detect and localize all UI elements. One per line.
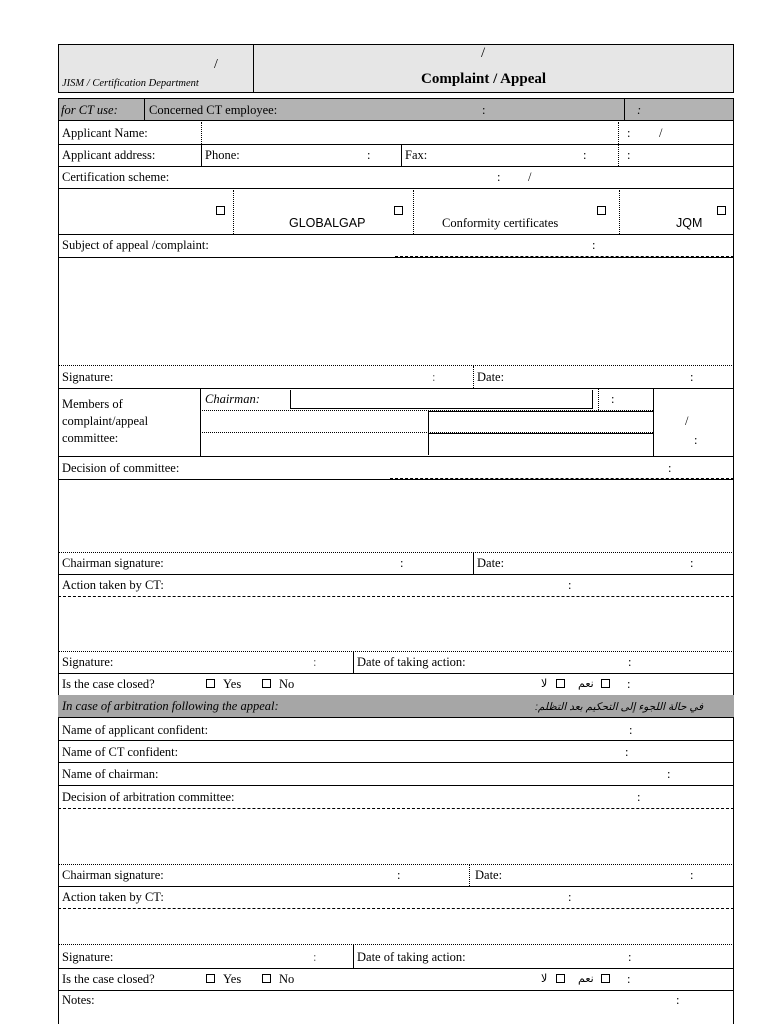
header-slash-left: / [214,57,218,72]
row-line [58,552,734,553]
chairman-name-colon: : [667,767,671,781]
scheme-checkbox-globalgap[interactable] [394,206,403,215]
no-label-2: No [279,972,295,986]
members-slash: / [685,414,689,428]
subject-colon: : [592,238,596,252]
yes-checkbox-1[interactable] [206,679,215,688]
fax-colon: : [583,148,587,162]
arbitration-label-ar: في حالة اللجوء إلى التحكيم بعد التظلم: [535,701,704,713]
scheme-option-globalgap: GLOBALGAP [289,216,366,230]
applicant-name-slash: / [659,126,663,140]
ct-confident-colon: : [625,745,629,759]
fax-label: Fax: [405,148,428,162]
action-taken-label-1: Action taken by CT: [62,578,164,592]
members-label-line1: Members of [62,397,123,411]
row-line [58,673,734,674]
chair-date-divider [473,552,474,574]
chairman-label: Chairman: [205,392,260,406]
sig2-divider [353,651,354,673]
scheme-divider [619,190,620,234]
decision-label: Decision of committee: [62,461,180,475]
scheme-checkbox-jqm[interactable] [717,206,726,215]
ar-no-label-1: لا [541,678,548,690]
no-checkbox-2[interactable] [262,974,271,983]
row-line [58,762,734,763]
date-action-colon-2: : [628,950,632,964]
scheme-divider [413,190,414,234]
case-closed-colon-2: : [627,972,631,986]
address-colon: : [627,148,631,162]
yes-label-2: Yes [223,972,242,986]
applicant-name-divider [618,122,619,144]
arbitration-label: In case of arbitration following the appeal: [62,699,279,713]
arbitration-decision-colon: : [637,790,641,804]
ar-no-checkbox-2[interactable] [556,974,565,983]
members-label-line2: complaint/appeal [62,414,149,428]
no-checkbox-1[interactable] [262,679,271,688]
yes-label-1: Yes [223,677,242,691]
signature-colon-3: : [313,950,317,964]
scheme-slash: / [528,170,532,184]
chairman-divider [598,388,599,410]
date-action-label-1: Date of taking action: [357,655,466,669]
arbitration-decision-text-area[interactable] [60,809,732,864]
action-taken-colon-1: : [568,578,572,592]
ct-employee-colon: : [482,103,486,117]
chairman-date-colon-2: : [690,868,694,882]
department-label: JISM / Certification Department [62,78,199,89]
no-label-1: No [279,677,295,691]
applicant-name-label: Applicant Name: [62,126,148,140]
action-taken-label-2: Action taken by CT: [62,890,164,904]
fax-divider [401,144,402,166]
member-field-2[interactable] [428,411,653,432]
applicant-confident-colon: : [629,723,633,737]
notes-label: Notes: [62,993,95,1007]
chairman-date-colon-1: : [690,556,694,570]
decision-colon: : [668,461,672,475]
ar-yes-label-2: نعم [578,973,594,985]
signature-label-1: Signature: [62,370,114,384]
subject-text-area[interactable] [60,258,732,364]
row-line [58,740,734,741]
row-line [58,717,734,718]
header-divider [253,44,254,93]
scheme-option-conformity: Conformity certificates [442,216,559,230]
row-line [58,456,734,457]
applicant-address-label: Applicant address: [62,148,156,162]
notes-colon: : [676,993,680,1007]
case-closed-label-1: Is the case closed? [62,677,155,691]
row-line [58,651,734,652]
chairman-colon: : [611,392,615,406]
scheme-colon: : [497,170,501,184]
signature-colon-1: : [432,370,436,384]
row-line [58,234,734,235]
phone-colon: : [367,148,371,162]
chairman-field[interactable] [290,390,593,409]
arbitration-decision-label: Decision of arbitration committee: [62,790,235,804]
sig-date-divider [473,366,474,388]
ct-use-divider [144,98,145,121]
ar-no-label-2: لا [541,973,548,985]
chairman-date-label-2: Date: [475,868,503,882]
applicant-name-field[interactable] [201,122,618,144]
case-closed-label-2: Is the case closed? [62,972,155,986]
action-taken-colon-2: : [568,890,572,904]
date-label-1: Date: [477,370,505,384]
row-line [58,365,734,366]
ct-use-divider-right [624,98,625,121]
address-divider-right [618,144,619,166]
scheme-checkbox-blank[interactable] [216,206,225,215]
scheme-option-jqm: JQM [676,216,703,230]
page-title: Complaint / Appeal [421,71,547,87]
row-line [58,188,734,189]
members-colon: : [694,433,698,447]
certification-scheme-label: Certification scheme: [62,170,170,184]
subject-label: Subject of appeal /complaint: [62,238,209,252]
ct-use-label: for CT use: [61,103,118,117]
chairman-name-label: Name of chairman: [62,767,159,781]
fax-field[interactable] [430,146,615,164]
scheme-divider [233,190,234,234]
date-action-label-2: Date of taking action: [357,950,466,964]
date-colon-1: : [690,370,694,384]
chairman-signature-label-2: Chairman signature: [62,868,164,882]
scheme-checkbox-conformity[interactable] [597,206,606,215]
applicant-confident-label: Name of applicant confident: [62,723,209,737]
date-action-colon-1: : [628,655,632,669]
case-closed-colon-1: : [627,677,631,691]
row-line [58,574,734,575]
row-line [58,864,734,865]
signature-colon-2: : [313,655,317,669]
row-line [58,944,734,945]
address-divider [201,144,202,166]
notes-text-area[interactable] [60,1008,732,1024]
action-text-area-2[interactable] [60,909,732,944]
header-slash-right: / [481,45,486,61]
ct-use-colon-right: : [637,103,642,117]
chairman-signature-colon-1: : [400,556,404,570]
signature-label-3: Signature: [62,950,114,964]
ar-yes-label-1: نعم [578,678,594,690]
signature-label-2: Signature: [62,655,114,669]
member-field-4[interactable] [428,433,653,455]
ar-no-checkbox-1[interactable] [556,679,565,688]
member-field-1[interactable] [201,411,427,432]
chairman-date-label-1: Date: [477,556,505,570]
row-line [58,144,734,145]
sig3-divider [353,944,354,968]
row-line [58,886,734,887]
members-label-line3: committee: [62,431,119,445]
action-text-area-1[interactable] [60,597,732,650]
ct-confident-label: Name of CT confident: [62,745,179,759]
row-line [58,990,734,991]
chairman-signature-label-1: Chairman signature: [62,556,164,570]
member-field-3[interactable] [201,433,427,455]
applicant-name-colon: : [627,126,631,140]
row-line [58,388,734,389]
yes-checkbox-2[interactable] [206,974,215,983]
ar-yes-checkbox-1[interactable] [601,679,610,688]
members-divider-right [653,388,654,456]
chair2-date-divider [469,864,470,886]
ar-yes-checkbox-2[interactable] [601,974,610,983]
row-line [58,968,734,969]
row-line [58,166,734,167]
chairman-signature-colon-2: : [397,868,401,882]
ct-employee-label: Concerned CT employee: [149,103,278,117]
phone-label: Phone: [205,148,240,162]
row-line [58,785,734,786]
phone-field[interactable] [248,146,398,164]
decision-text-area[interactable] [60,480,732,551]
